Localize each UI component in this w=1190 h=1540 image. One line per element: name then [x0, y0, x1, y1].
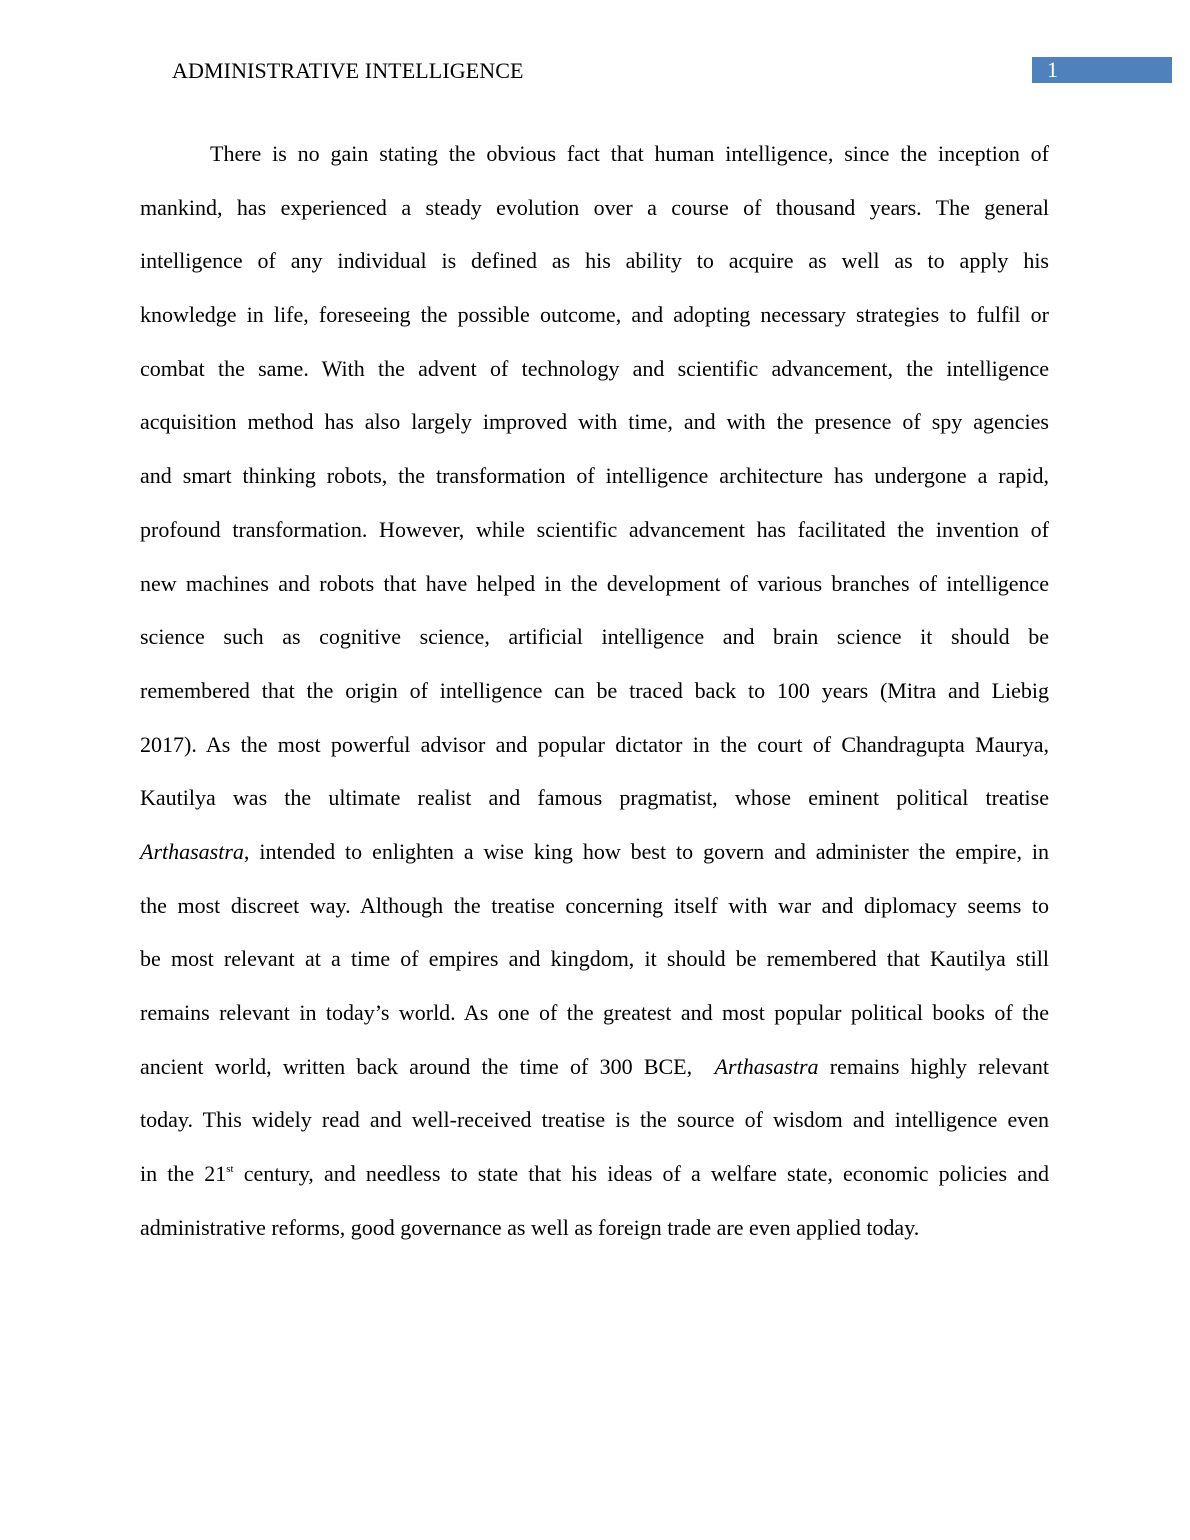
text-line: remembered that the origin of intelligence can be traced back to 100 years (Mitra and Liebig — [140, 677, 1049, 703]
text-line — [140, 1040, 1049, 1094]
text-run: century, and needless to state that his ideas of a welfare state, economic policies and — [233, 1161, 1049, 1187]
body-paragraph — [140, 127, 1049, 1254]
text-line — [140, 825, 1049, 879]
text-line: science such as cognitive science, artificial intelligence and brain science it should be — [140, 624, 1049, 650]
text-line: intelligence of any individual is defined as his ability to acquire as well as to apply his — [140, 248, 1049, 274]
text-line: knowledge in life, foreseeing the possible outcome, and adopting necessary strategies to fulfil or — [140, 302, 1049, 328]
italic-title: Arthasastra — [140, 838, 244, 864]
text-line: acquisition method has also largely improved with time, and with the presence of spy agencies — [140, 409, 1049, 435]
text-line: combat the same. With the advent of technology and scientific advancement, the intelligence — [140, 355, 1049, 381]
text-line: Kautilya was the ultimate realist and famous pragmatist, whose eminent political treatise — [140, 785, 1049, 811]
text-line: new machines and robots that have helped in the development of various branches of intelligence — [140, 570, 1049, 596]
page-header — [0, 0, 1190, 100]
text-line: 2017). As the most powerful advisor and popular dictator in the court of Chandragupta Maurya, — [140, 731, 1049, 757]
text-line: remains relevant in today’s world. As one of the greatest and most popular political books of the — [140, 1000, 1049, 1025]
text-line: administrative reforms, good governance as well as foreign trade are even applied today. — [140, 1214, 920, 1240]
text-line — [140, 1147, 1049, 1201]
text-line: today. This widely read and well-received treatise is the source of wisdom and intelligence even — [140, 1107, 1049, 1133]
text-line: profound transformation. However, while scientific advancement has facilitated the invention of — [140, 516, 1049, 542]
text-line: mankind, has experienced a steady evolution over a course of thousand years. The general — [140, 194, 1049, 220]
text-line: the most discreet way. Although the treatise concerning itself with war and diplomacy seems to — [140, 892, 1049, 918]
text-line: There is no gain stating the obvious fact that human intelligence, since the inception of — [210, 141, 1049, 166]
text-run: in the 21 — [140, 1161, 227, 1187]
text-run: remains highly relevant — [818, 1053, 1049, 1079]
text-run: , intended to enlighten a wise king how best to govern and administer the empire, in — [243, 838, 1049, 864]
text-line: and smart thinking robots, the transformation of intelligence architecture has undergone a rapid, — [140, 463, 1049, 489]
text-run: ancient world, written back around the time of 300 BCE, — [140, 1053, 715, 1079]
text-line: be most relevant at a time of empires and kingdom, it should be remembered that Kautilya still — [140, 946, 1049, 972]
page-number: 1 — [1032, 57, 1172, 83]
italic-title: Arthasastra — [714, 1053, 819, 1079]
superscript: st — [226, 1163, 234, 1176]
running-head: ADMINISTRATIVE INTELLIGENCE — [172, 58, 524, 83]
